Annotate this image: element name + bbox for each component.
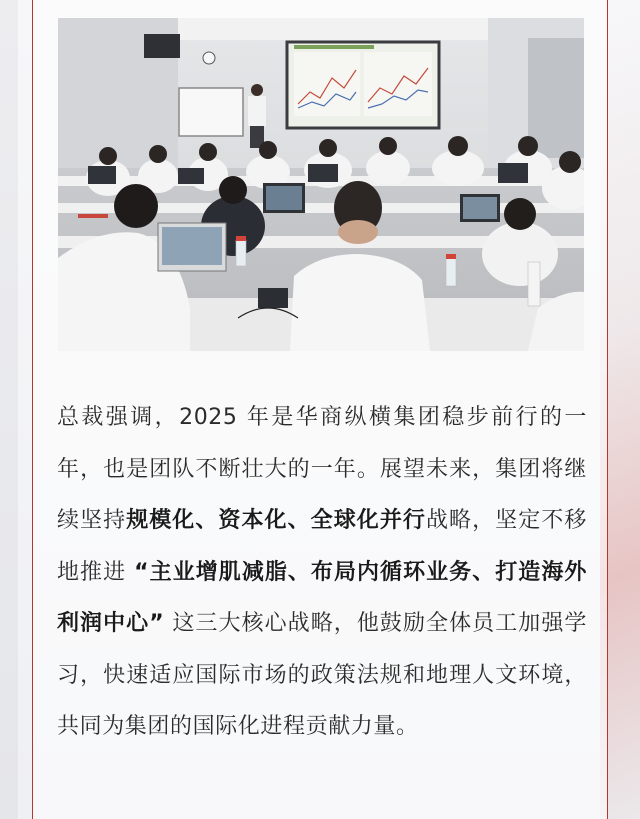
- classroom-training-photo: [58, 18, 584, 351]
- photo-illustration: [58, 18, 584, 351]
- left-margin-decoration: [0, 0, 18, 819]
- paragraph-text-3: 这三大核心战略，他鼓励全体员工加强学习，快速适应国际市场的政策法规和地理人文环境，共同为集团的国际化进程贡献力量。: [57, 611, 587, 739]
- article-paragraph: [57, 392, 587, 753]
- paragraph-bold-strategy: 规模化、资本化、全球化并行: [126, 508, 426, 533]
- paragraph-bold-core-strategies: “主业增肌减脂、布局内循环业务、打造海外利润中心”: [57, 559, 587, 636]
- paragraph-text-1: 总裁强调，2025 年是华商纵横集团稳步前行的一年，也是团队不断壮大的一年。展望未来，集团将继续坚持: [57, 405, 587, 533]
- paragraph-text-2: 战略，坚定不移地推进: [57, 508, 587, 585]
